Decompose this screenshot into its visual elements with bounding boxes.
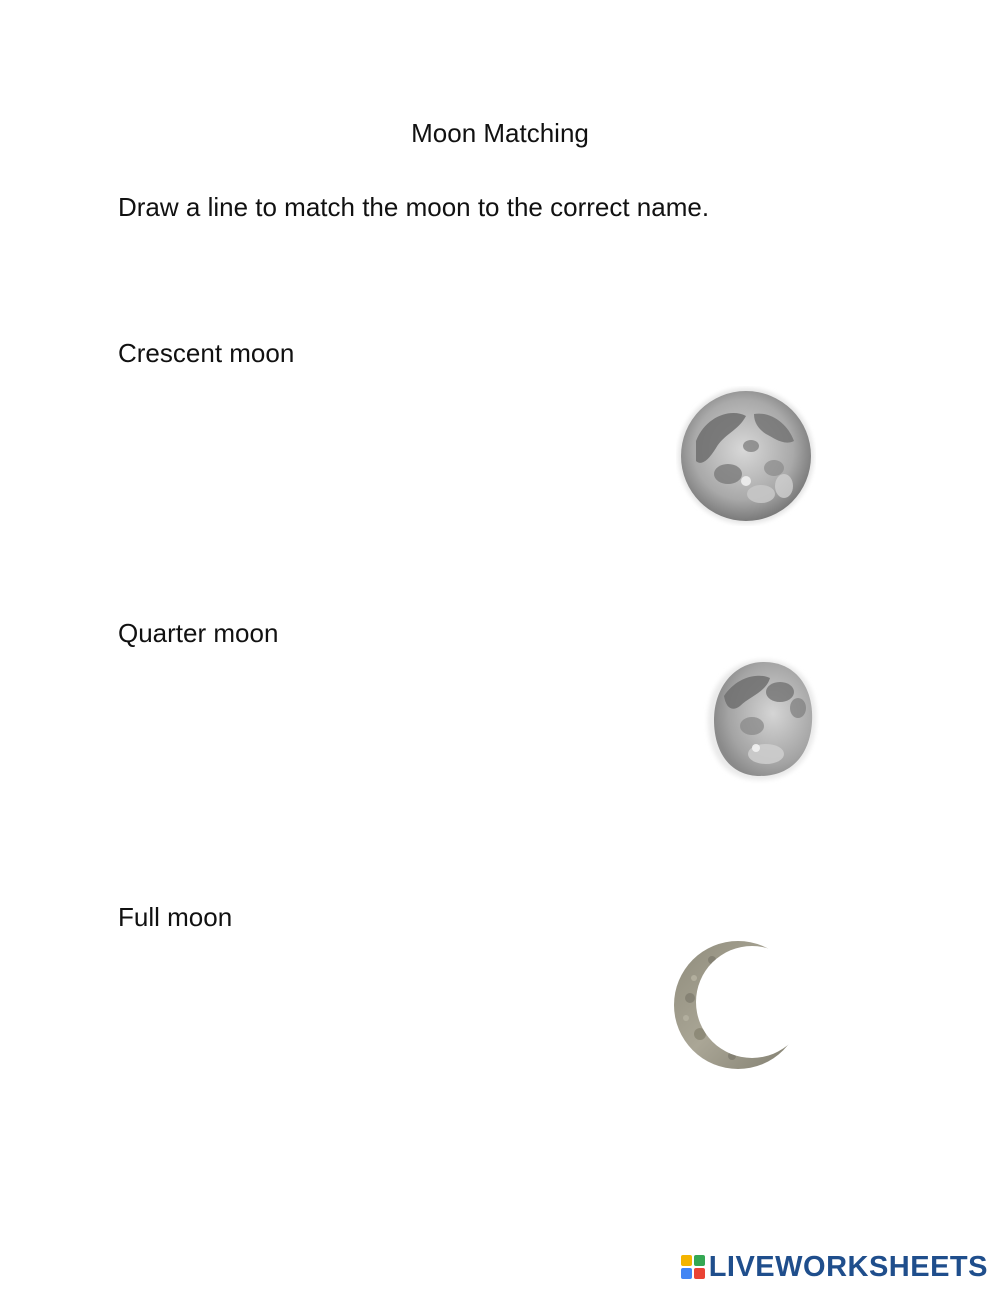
logo-square-icon bbox=[694, 1268, 705, 1279]
logo-text: LIVEWORKSHEETS bbox=[708, 1251, 988, 1283]
liveworksheets-logo bbox=[681, 1252, 988, 1282]
logo-mark-icon bbox=[681, 1255, 705, 1279]
full-moon-icon[interactable] bbox=[676, 386, 816, 526]
page-title: Moon Matching bbox=[411, 118, 589, 148]
logo-square-icon bbox=[681, 1255, 692, 1266]
name-label-quarter[interactable]: Quarter moon bbox=[118, 618, 279, 648]
gibbous-moon-icon[interactable] bbox=[694, 656, 820, 784]
crescent-moon-icon[interactable] bbox=[672, 938, 806, 1072]
logo-square-icon bbox=[694, 1255, 705, 1266]
name-label-crescent[interactable]: Crescent moon bbox=[118, 338, 295, 368]
name-label-full[interactable]: Full moon bbox=[118, 902, 233, 932]
instructions-text: Draw a line to match the moon to the correct name. bbox=[118, 192, 710, 222]
logo-square-icon bbox=[681, 1268, 692, 1279]
